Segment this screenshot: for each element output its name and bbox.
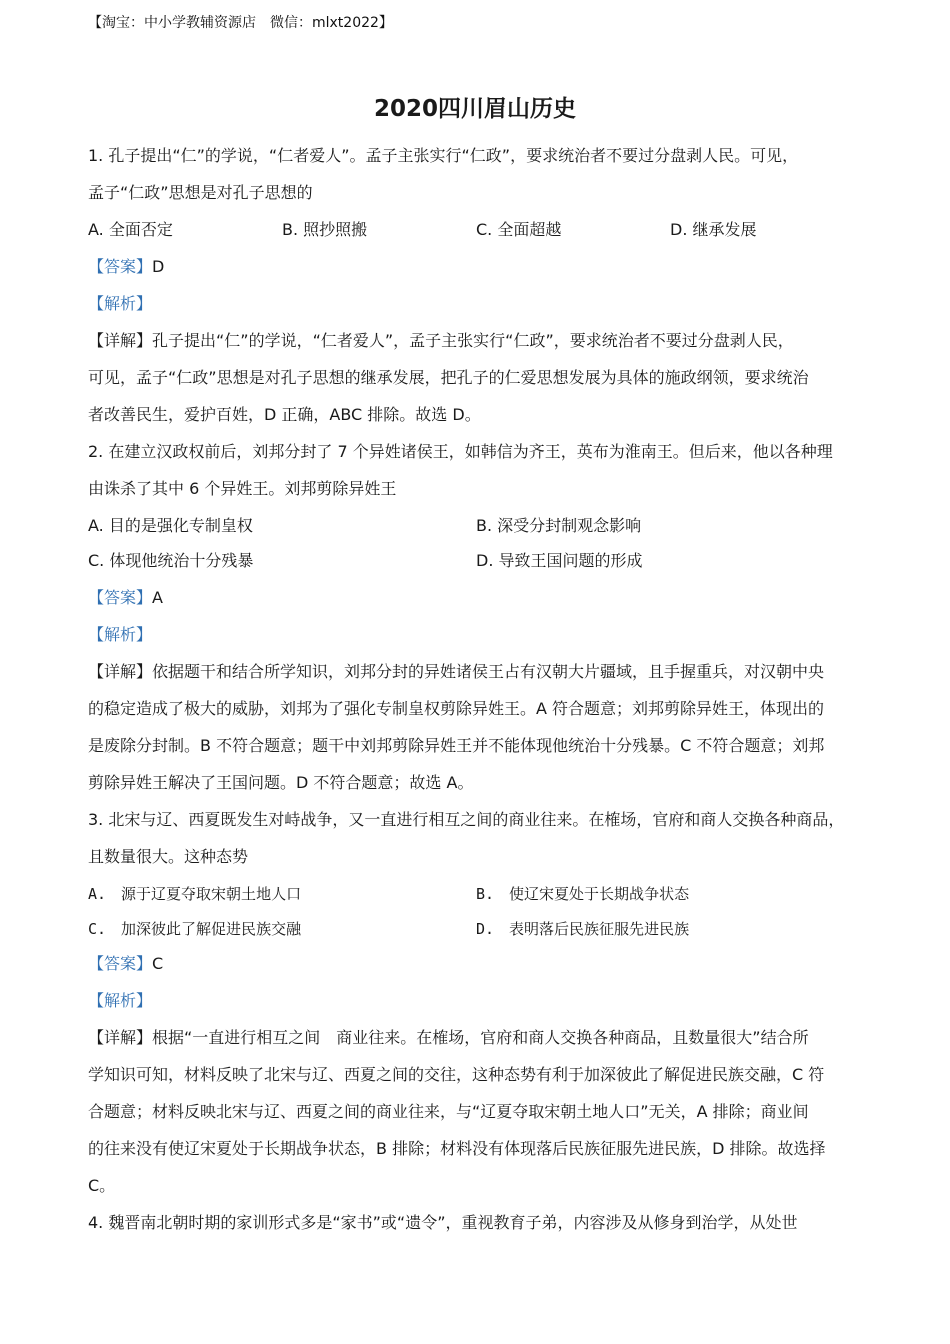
- answer-value: A: [152, 588, 163, 607]
- detail-label: 【详解】: [88, 331, 153, 350]
- option-a: A. 目的是强化专制皇权: [88, 516, 253, 535]
- detail-line: C。: [88, 1176, 116, 1195]
- document-body: [88, 141, 878, 1245]
- option-b: B. 深受分封制观念影响: [476, 516, 642, 535]
- question-stem: 且数量很大。这种态势: [88, 847, 249, 866]
- answer-line: [88, 949, 878, 986]
- analysis-label: 【解析】: [88, 294, 153, 313]
- option-c: C. 加深彼此了解促进民族交融: [88, 920, 302, 938]
- analysis-label: 【解析】: [88, 625, 153, 644]
- answer-label: 【答案】: [88, 257, 153, 276]
- question-3: [88, 805, 878, 1208]
- detail-line: 是废除分封制。B 不符合题意；题干中刘邦剪除异姓王并不能体现他统治十分残暴。C 不符合题意；刘邦: [88, 736, 825, 755]
- analysis-line: [88, 986, 878, 1023]
- answer-line: [88, 583, 878, 620]
- answer-label: 【答案】: [88, 954, 153, 973]
- option-a: A. 源于辽夏夺取宋朝土地人口: [88, 885, 302, 903]
- detail-line: [88, 326, 878, 363]
- detail-text: 根据“一直进行相互之间 商业往来。在榷场，官府和商人交换各种商品，且数量很大”结合所: [152, 1028, 809, 1047]
- question-stem: 由诛杀了其中 6 个异姓王。刘邦剪除异姓王: [88, 479, 397, 498]
- analysis-label: 【解析】: [88, 991, 153, 1010]
- answer-value: C: [152, 954, 164, 973]
- option-d: D. 导致王国问题的形成: [476, 551, 643, 570]
- detail-text: 依据题干和结合所学知识，刘邦分封的异姓诸侯王占有汉朝大片疆域，且手握重兵，对汉朝中央: [152, 662, 825, 681]
- detail-line: 学知识可知，材料反映了北宋与辽、西夏之间的交往，这种态势有利于加深彼此了解促进民族交融，C 符: [88, 1065, 825, 1084]
- option-c: C. 全面超越: [476, 220, 562, 239]
- detail-line: 合题意；材料反映北宋与辽、西夏之间的商业往来，与“辽夏夺取宋朝土地人口”无关，A 排除；商业间: [88, 1102, 809, 1121]
- answer-line: [88, 252, 878, 289]
- option-row: [88, 511, 878, 546]
- option-d: D. 表明落后民族征服先进民族: [476, 920, 690, 938]
- option-row: [88, 215, 878, 252]
- answer-label: 【答案】: [88, 588, 153, 607]
- question-stem: 3. 北宋与辽、西夏既发生对峙战争，又一直进行相互之间的商业往来。在榷场，官府和商人交换各种商品，: [88, 810, 845, 829]
- detail-line: 者改善民生，爱护百姓，D 正确，ABC 排除。故选 D。: [88, 405, 481, 424]
- question-4: [88, 1208, 878, 1245]
- detail-line: [88, 657, 878, 694]
- detail-line: [88, 1023, 878, 1060]
- question-stem: 2. 在建立汉政权前后，刘邦分封了 7 个异姓诸侯王，如韩信为齐王，英布为淮南王。但后来，他以各种理: [88, 442, 833, 461]
- question-stem: 孟子“仁政”思想是对孔子思想的: [88, 183, 313, 202]
- analysis-line: [88, 620, 878, 657]
- question-1: [88, 141, 878, 437]
- detail-line: 的往来没有使辽宋夏处于长期战争状态，B 排除；材料没有体现落后民族征服先进民族，D 排除。故选择: [88, 1139, 826, 1158]
- detail-text: 孔子提出“仁”的学说，“仁者爱人”，孟子主张实行“仁政”，要求统治者不要过分盘剥人民，: [152, 331, 794, 350]
- detail-line: 可见，孟子“仁政”思想是对孔子思想的继承发展，把孔子的仁爱思想发展为具体的施政纲领，要求统治: [88, 368, 809, 387]
- question-stem: 4. 魏晋南北朝时期的家训形式多是“家书”或“遗令”，重视教育子弟，内容涉及从修身到治学，从处世: [88, 1213, 798, 1232]
- option-row: [88, 546, 878, 583]
- detail-label: 【详解】: [88, 1028, 153, 1047]
- option-b: B. 使辽宋夏处于长期战争状态: [476, 885, 690, 903]
- option-c: C. 体现他统治十分残暴: [88, 551, 254, 570]
- question-2: [88, 437, 878, 805]
- analysis-line: [88, 289, 878, 326]
- answer-value: D: [152, 257, 165, 276]
- detail-line: 剪除异姓王解决了王国问题。D 不符合题意；故选 A。: [88, 773, 474, 792]
- option-row: [88, 879, 878, 914]
- page-title: 2020四川眉山历史: [373, 96, 576, 122]
- option-a: A. 全面否定: [88, 220, 173, 239]
- option-b: B. 照抄照搬: [282, 220, 368, 239]
- question-stem: 1. 孔子提出“仁”的学说，“仁者爱人”。孟子主张实行“仁政”，要求统治者不要过分盘剥人民。可见，: [88, 146, 799, 165]
- option-row: [88, 914, 878, 949]
- page-header: 【淘宝：中小学教辅资源店 微信：mlxt2022】: [88, 15, 393, 31]
- detail-label: 【详解】: [88, 662, 153, 681]
- detail-line: 的稳定造成了极大的威胁，刘邦为了强化专制皇权剪除异姓王。A 符合题意；刘邦剪除异姓王，体现出的: [88, 699, 825, 718]
- option-d: D. 继承发展: [670, 220, 757, 239]
